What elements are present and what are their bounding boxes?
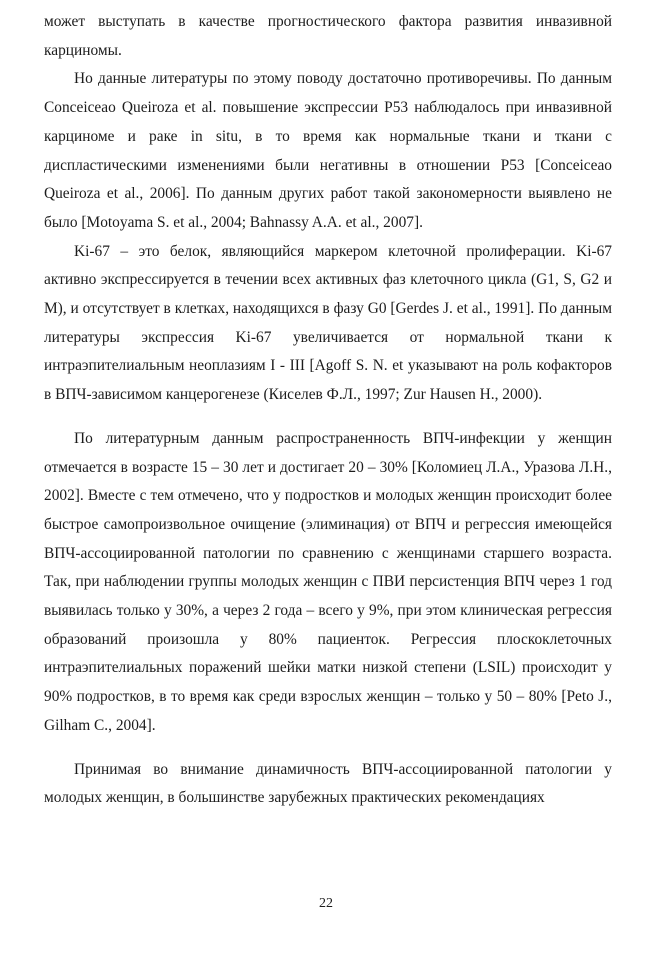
paragraph-p53-literature: Но данные литературы по этому поводу достаточно противоречивы. По данным Conceiceao Queiroza et al. повышение экспрессии P53 наблюдалось при инвазивной карциноме и раке in situ, в то время как нормальные ткани и ткани с диспластическими изменениями были негативны в отношении P53 [Conceiceao Queiroza et al., 2006]. По данным других работ такой закономерности выявлено не было [Motoyama S. et al., 2004; Bahnassy A.A. et al., 2007]. [44,70,612,231]
paragraph-hpv-prevalence: По литературным данным распространенность ВПЧ-инфекции у женщин отмечается в возрасте 15 – 30 лет и достигает 20 – 30% [Коломиец Л.А., Уразова Л.Н., 2002]. Вместе с тем отмечено, что у подростков и молодых женщин происходит более быстрое самопроизвольное очищение (элиминация) от ВПЧ и регрессия имеющейся ВПЧ-ассоциированной патологии по сравнению с женщинами старшего возраста. Так, при наблюдении группы молодых женщин с ПВИ персистенция ВПЧ через 1 год выявилась только у 30%, а через 2 года – всего у 9%, при этом клиническая регрессия образований произошла у 80% пациенток. Регрессия плоскоклеточных интраэпителиальных поражений шейки матки низкой степени (LSIL) происходит у 90% подростков, в то время как среди взрослых женщин – только у 50 – 80% [Peto J., Gilham C., 2004]. [44,429,612,734]
page-number: 22 [319,896,333,911]
paragraph-hpv-recommendations: Принимая во внимание динамичность ВПЧ-ассоциированной патологии у молодых женщин, в большинстве зарубежных практических рекомендациях [44,760,612,807]
paragraph-ki67: Ki-67 – это белок, являющийся маркером клеточной пролиферации. Ki-67 активно экспрессируется в течении всех активных фаз клеточного цикла (G1, S, G2 и M), и отсутствует в клетках, находящихся в фазу G0 [Gerdes J. et al., 1991]. По данным литературы экспрессия Ki-67 увеличивается от нормальной ткани к интраэпителиальным неоплазиям I - III [Agoff S. N. et указывают на роль кофакторов в ВПЧ-зависимом канцерогенезе (Киселев Ф.Л., 1997; Zur Hausen H., 2000). [44,242,612,404]
body-text [44,8,612,813]
paragraph-continuation: может выступать в качестве прогностического фактора развития инвазивной карциномы. [44,13,612,59]
